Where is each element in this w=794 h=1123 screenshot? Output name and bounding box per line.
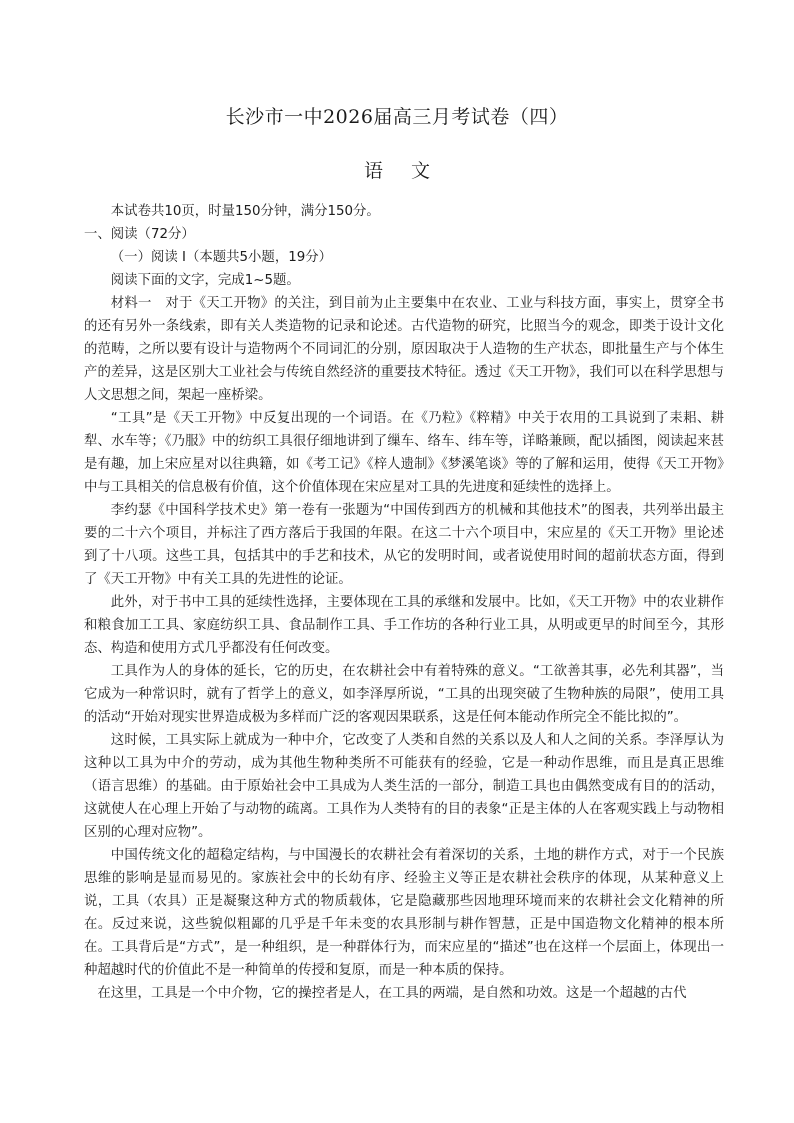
paragraph: 这时候，工具实际上就成为一种中介，它改变了人类和自然的关系以及人和人之间的关系。李泽厚认为这种以工具为中介的劳动，成为其他生物种类所不可能获有的经验，它是一种动作思维，而且是真正思维（语言思维）的基础。由于原始社会中工具成为人类生活的一部分，制造工具也由偶然变成有目的的活动，这就使人在心理上开始了与动物的疏离。工具作为人类特有的目的表象“正是主体的人在客观实践上与动物相区别的心理对应物”。 [84,733,724,840]
exam-body [84,200,724,1005]
subject-char-1: 语 [363,160,383,182]
paragraph: 中国传统文化的超稳定结构，与中国漫长的农耕社会有着深切的关系，土地的耕作方式，对于一个民族思维的影响是显而易见的。家族社会中的长幼有序、经验主义等正是农耕社会秩序的体现，从某种意义上说，工具（农具）正是凝聚这种方式的物质载体，它是隐藏那些因地理环境而来的农耕社会文化精神的所在。反过来说，这些貌似粗鄙的几乎是千年未变的农具形制与耕作智慧，正是中国造物文化精神的根本所在。工具背后是“方式”，是一种组织，是一种群体行为，而宋应星的“描述”也在这样一个层面上，体现出一种超越时代的价值此不是一种简单的传授和复原，而是一种本质的保持。 [84,848,724,978]
paragraph: 工具作为人的身体的延长，它的历史，在农耕社会中有着特殊的意义。“工欲善其事，必先利其器”，当它成为一种常识时，就有了哲学上的意义，如李泽厚所说，“工具的出现突破了生物种族的局限”，使用工具的活动“开始对现实世界造成极为多样而广泛的客观因果联系，这是任何本能动作所完全不能比拟的”。 [84,664,724,725]
paragraph: “工具”是《天工开物》中反复出现的一个词语。在《乃粒》《粹精》中关于农用的工具说到了耒耜、耕犁、水车等；《乃服》中的纺织工具很仔细地讲到了缫车、络车、纬车等，详略兼顾，配以插图，阅读起来甚是有趣，加上宋应星对以往典籍，如《考工记》《梓人遗制》《梦溪笔谈》等的了解和运用，使得《天工开物》中与工具相关的信息极有价值，这个价值体现在宋应星对工具的先进度和延续性的选择上。 [84,411,724,495]
subject-char-2: 文 [411,160,431,182]
exam-title: 长沙市一中2026届高三月考试卷（四） [225,106,569,128]
reading-instruction: 阅读下面的文字，完成1~5题。 [110,273,300,288]
paragraph: 此外，对于书中工具的延续性选择，主要体现在工具的承继和发展中。比如，《天工开物》中的农业耕作和粮食加工工具、家庭纺织工具、食品制作工具、手工作坊的各种行业工具，从明或更早的时间至今，其形态、构造和使用方式几乎都没有任何改变。 [84,595,724,656]
paragraph: 李约瑟《中国科学技术史》第一卷有一张题为“中国传到西方的机械和其他技术”的图表，共列举出最主要的二十六个项目，并标注了西方落后于我国的年限。在这二十六个项目中，宋应星的《天工开物》里论述到了十八项。这些工具，包括其中的手艺和技术，从它的发明时间，或者说使用时间的超前状态方面，得到了《天工开物》中有关工具的先进性的论证。 [84,503,724,587]
section-heading: 一、阅读（72分） [84,227,195,242]
exam-intro: 本试卷共10页，时量150分钟，满分150分。 [110,204,380,219]
paragraph: 材料一 对于《天工开物》的关注，到目前为止主要集中在农业、工业与科技方面，事实上，贯穿全书的还有另外一条线索，即有关人类造物的记录和论述。古代造物的研究，比照当今的观念，即类于设计文化的范畴，之所以要有设计与造物两个不同词汇的分别，原因取决于人造物的生产状态，即批量生产与个体生产的差异，这是区别大工业社会与传统自然经济的重要技术特征。透过《天工开物》，我们可以在科学思想与人文思想之间，架起一座桥梁。 [84,296,724,403]
paragraph: 在这里，工具是一个中介物，它的操控者是人，在工具的两端，是自然和功效。这是一个超越的古代 [97,986,687,1001]
subject-heading [0,158,794,184]
subsection-heading: （一）阅读 I（本题共5小题，19分） [110,250,333,265]
